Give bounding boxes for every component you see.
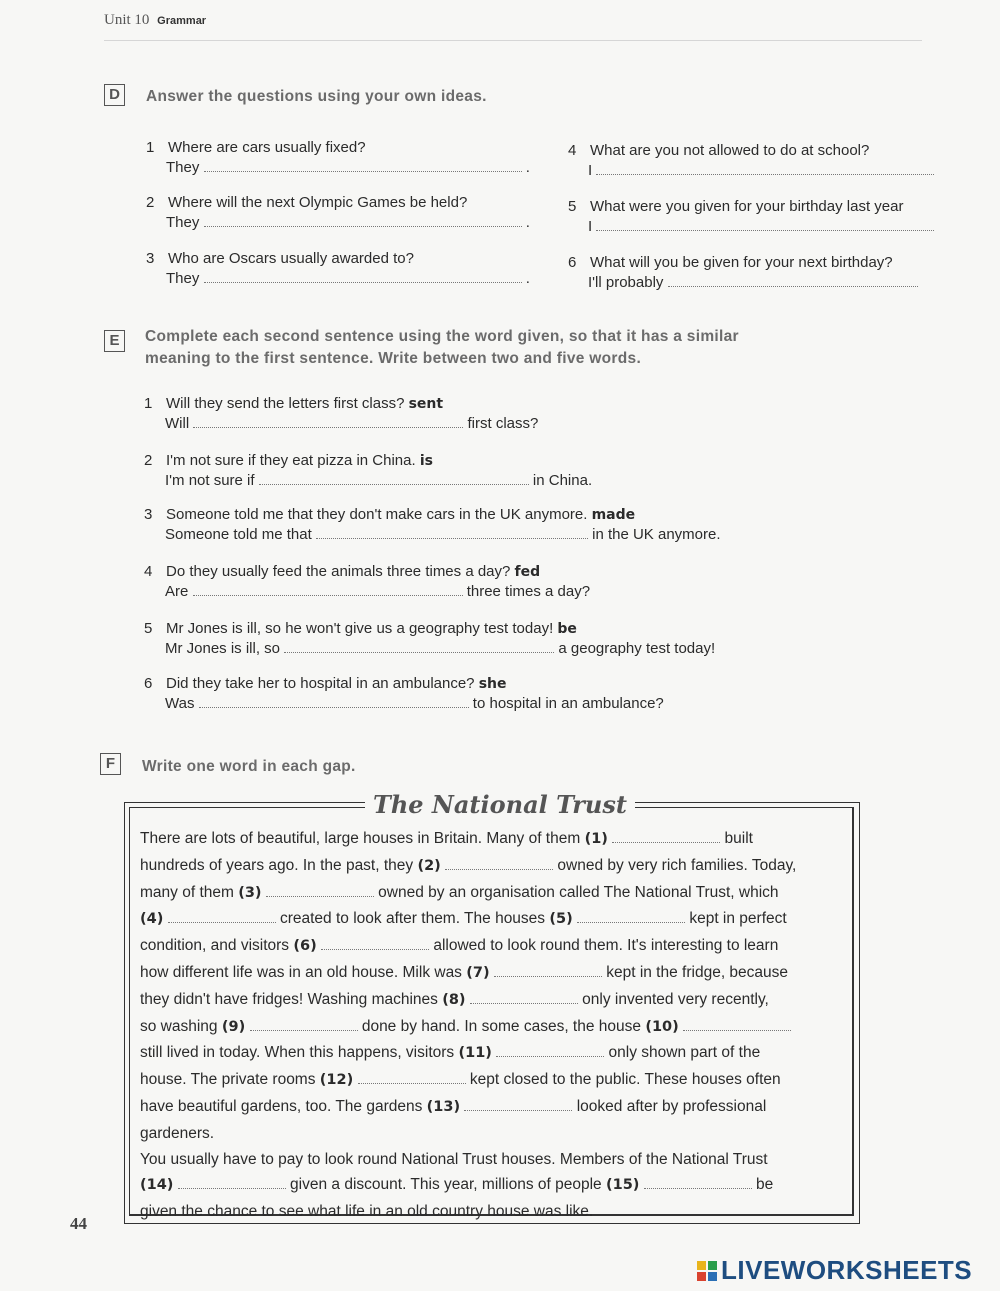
answer-end: a geography test today! — [558, 640, 716, 657]
page-number: 44 — [70, 1214, 87, 1233]
gap-blank-8[interactable] — [470, 991, 578, 1004]
answer-blank-d-5[interactable] — [596, 218, 934, 231]
answer-starter: Someone told me that — [165, 526, 312, 543]
answer-starter: I — [588, 162, 593, 179]
logo-square — [697, 1272, 706, 1281]
passage-line — [140, 1094, 845, 1121]
answer-line-e-4 — [165, 582, 590, 602]
answer-end: first class? — [467, 415, 539, 432]
answer-starter: Will — [165, 415, 190, 432]
answer-end: . — [525, 159, 530, 176]
answer-end: three times a day? — [466, 583, 591, 600]
passage-segment: given the chance to see what life in an old country house was like. — [140, 1203, 594, 1221]
question-text: What will you be given for your next birthday? — [590, 254, 893, 271]
gap-blank-13[interactable] — [464, 1098, 572, 1111]
passage-segment: how different life was in an old house. Milk was — [140, 963, 467, 981]
gap-number: (10) — [645, 1018, 679, 1035]
gap-blank-3[interactable] — [266, 884, 374, 897]
answer-blank-d-6[interactable] — [668, 274, 918, 287]
gap-blank-14[interactable] — [178, 1176, 286, 1189]
keyword: she — [478, 676, 507, 692]
question-d-4 — [568, 141, 869, 161]
gap-number: (1) — [584, 831, 608, 847]
answer-end: . — [525, 214, 530, 231]
passage-segment: You usually have to pay to look round National Trust houses. Members of the National Trust — [140, 1150, 768, 1168]
passage-segment: they didn't have fridges! Washing machines — [140, 990, 443, 1008]
section-d-instruction: Answer the questions using your own ideas. — [146, 88, 487, 105]
passage-segment: allowed to look round them. It's interesting to learn — [429, 937, 779, 955]
section-e-badge: E — [104, 330, 125, 352]
gap-blank-9[interactable] — [250, 1018, 358, 1031]
question-d-3 — [146, 249, 414, 269]
gap-number: (2) — [417, 857, 441, 874]
answer-starter: Are — [165, 583, 189, 600]
answer-line-e-3 — [165, 525, 721, 545]
passage-segment: gardeners. — [140, 1124, 215, 1142]
answer-blank-e-1[interactable] — [193, 415, 463, 428]
keyword: be — [557, 621, 577, 637]
keyword: is — [419, 453, 433, 469]
answer-blank-d-1[interactable] — [204, 159, 522, 172]
gap-number: (12) — [319, 1072, 354, 1089]
question-number: 4 — [568, 142, 577, 159]
answer-line-d-2 — [166, 213, 530, 233]
passage-text — [140, 826, 845, 1225]
passage-line — [140, 960, 845, 987]
answer-line-e-2 — [165, 471, 592, 491]
question-d-5 — [568, 197, 1000, 217]
section-d-badge: D — [104, 84, 125, 106]
passage-title: The National Trust — [365, 790, 635, 819]
answer-line-d-3 — [166, 269, 530, 289]
question-text: Do they usually feed the animals three times a day? — [166, 563, 511, 580]
passage-segment: built — [720, 830, 753, 847]
header-divider — [104, 40, 922, 41]
answer-blank-e-5[interactable] — [284, 640, 554, 653]
passage-line — [140, 987, 845, 1014]
unit-label: Unit 10 — [104, 12, 150, 28]
answer-end: in the UK anymore. — [592, 526, 721, 543]
logo-icon — [697, 1261, 717, 1281]
answer-starter: I'm not sure if — [165, 472, 255, 489]
gap-number: (3) — [238, 884, 262, 901]
gap-number: (7) — [466, 964, 490, 981]
passage-segment: kept in the fridge, because — [601, 963, 789, 981]
liveworksheets-logo — [697, 1255, 972, 1286]
question-number: 1 — [146, 139, 155, 156]
passage-segment: only shown part of the — [604, 1044, 761, 1062]
answer-end: in China. — [532, 472, 593, 489]
answer-blank-e-4[interactable] — [193, 583, 463, 596]
passage-segment: looked after by professional — [572, 1097, 767, 1115]
question-number: 2 — [146, 194, 155, 211]
question-text: Where will the next Olympic Games be held? — [168, 194, 468, 211]
passage-segment: owned by an organisation called The National Trust, which — [373, 883, 779, 901]
gap-blank-6[interactable] — [321, 937, 429, 950]
passage-segment: house. The private rooms — [140, 1071, 320, 1089]
passage-line — [140, 853, 845, 880]
answer-blank-d-3[interactable] — [204, 270, 522, 283]
question-number: 1 — [144, 395, 153, 412]
logo-square — [708, 1261, 717, 1270]
question-e-2 — [144, 451, 433, 471]
passage-line — [140, 1121, 845, 1147]
answer-starter: Was — [165, 695, 195, 712]
answer-line-e-1 — [165, 414, 538, 434]
answer-starter: I — [588, 218, 593, 235]
passage-segment: have beautiful gardens, too. The gardens — [140, 1097, 427, 1115]
keyword: sent — [408, 396, 444, 412]
passage-segment: so washing — [140, 1017, 222, 1035]
page-header — [104, 12, 206, 29]
gap-number: (11) — [458, 1045, 492, 1062]
passage-segment: created to look after them. The houses — [275, 910, 550, 928]
question-text: Who are Oscars usually awarded to? — [168, 250, 414, 267]
answer-line-d-6 — [588, 273, 918, 293]
gap-number: (6) — [293, 938, 317, 955]
question-number: 6 — [144, 675, 153, 692]
answer-end: . — [525, 270, 530, 287]
answer-starter: They — [166, 214, 200, 231]
question-d-2 — [146, 193, 467, 213]
passage-line — [140, 880, 845, 907]
answer-starter: Mr Jones is ill, so — [165, 640, 281, 657]
answer-line-e-6 — [165, 694, 664, 714]
passage-segment: owned by very rich families. Today, — [553, 856, 797, 874]
logo-square — [708, 1272, 717, 1281]
question-number: 3 — [144, 506, 153, 523]
passage-line — [140, 1199, 845, 1225]
gap-number: (13) — [426, 1098, 461, 1115]
gap-blank-12[interactable] — [358, 1071, 466, 1084]
question-text: What are you not allowed to do at school? — [590, 142, 870, 159]
question-text: Where are cars usually fixed? — [168, 139, 366, 156]
question-e-1 — [144, 394, 443, 414]
gap-blank-5[interactable] — [577, 910, 685, 923]
keyword: made — [591, 507, 636, 523]
answer-blank-d-4[interactable] — [596, 162, 934, 175]
answer-line-e-5 — [165, 639, 715, 659]
section-f-instruction: Write one word in each gap. — [142, 758, 356, 775]
passage-segment: hundreds of years ago. In the past, they — [140, 856, 418, 874]
passage-line — [140, 826, 845, 853]
question-d-6 — [568, 253, 893, 273]
logo-square — [697, 1261, 706, 1270]
question-text: Did they take her to hospital in an ambulance? — [166, 675, 475, 692]
passage-segment: condition, and visitors — [140, 937, 294, 955]
question-text: What were you given for your birthday last year — [590, 198, 904, 215]
passage-line — [140, 1040, 845, 1067]
passage-line — [140, 1014, 845, 1041]
question-text: Will they send the letters first class? — [166, 395, 405, 412]
gap-blank-15[interactable] — [644, 1176, 752, 1189]
question-number: 3 — [146, 250, 155, 267]
answer-line-d-4 — [588, 161, 934, 181]
answer-blank-e-6[interactable] — [199, 695, 469, 708]
passage-segment: still lived in today. When this happens, visitors — [140, 1044, 459, 1062]
passage-segment: be — [751, 1176, 774, 1194]
question-number: 5 — [144, 620, 153, 637]
answer-blank-d-2[interactable] — [204, 214, 522, 227]
question-d-1 — [146, 138, 366, 158]
question-number: 5 — [568, 198, 577, 215]
passage-line — [140, 1147, 845, 1173]
question-text: Someone told me that they don't make cars in the UK anymore. — [166, 506, 588, 523]
gap-number: (8) — [442, 991, 466, 1008]
answer-blank-e-2[interactable] — [259, 472, 529, 485]
answer-blank-e-3[interactable] — [316, 526, 588, 539]
gap-blank-11[interactable] — [496, 1044, 604, 1057]
answer-starter: They — [166, 270, 200, 287]
answer-starter: They — [166, 159, 200, 176]
question-text: Mr Jones is ill, so he won't give us a geography test today! — [166, 620, 554, 637]
gap-blank-2[interactable] — [445, 857, 553, 870]
answer-line-d-1 — [166, 158, 530, 178]
question-e-4 — [144, 562, 540, 582]
gap-number: (14) — [140, 1177, 174, 1194]
passage-line — [140, 1172, 845, 1199]
passage-line — [140, 906, 845, 933]
gap-blank-4[interactable] — [168, 910, 276, 923]
passage-segment: kept closed to the public. These houses often — [465, 1071, 781, 1089]
question-number: 6 — [568, 254, 577, 271]
section-e-instruction-1: Complete each second sentence using the word given, so that it has a similar — [145, 328, 739, 345]
gap-number: (5) — [549, 911, 573, 928]
gap-number: (9) — [221, 1018, 246, 1035]
passage-segment: done by hand. In some cases, the house — [357, 1017, 646, 1035]
passage-line — [140, 1067, 845, 1094]
passage-segment: There are lots of beautiful, large houses in Britain. Many of them — [140, 830, 585, 847]
answer-line-d-5 — [588, 217, 934, 237]
question-e-6 — [144, 674, 507, 694]
passage-line — [140, 933, 845, 960]
answer-end: to hospital in an ambulance? — [472, 695, 664, 712]
gap-number: (4) — [140, 911, 164, 928]
question-text: I'm not sure if they eat pizza in China. — [166, 452, 416, 469]
question-number: 4 — [144, 563, 153, 580]
gap-blank-10[interactable] — [683, 1018, 791, 1031]
logo-text: LIVEWORKSHEETS — [721, 1255, 973, 1285]
question-e-5 — [144, 619, 577, 639]
passage-segment: given a discount. This year, millions of people — [285, 1176, 606, 1194]
question-number: 2 — [144, 452, 153, 469]
passage-segment: kept in perfect — [685, 910, 787, 928]
gap-blank-1[interactable] — [612, 830, 720, 843]
gap-number: (15) — [605, 1177, 640, 1194]
section-e-instruction-2: meaning to the first sentence. Write between two and five words. — [145, 350, 642, 367]
answer-starter: I'll probably — [588, 274, 664, 291]
keyword: fed — [514, 564, 541, 580]
question-e-3 — [144, 505, 635, 525]
section-f-badge: F — [100, 753, 121, 775]
section-label: Grammar — [157, 15, 207, 27]
passage-segment: only invented very recently, — [577, 990, 769, 1008]
passage-segment: many of them — [140, 883, 239, 901]
gap-blank-7[interactable] — [494, 964, 602, 977]
